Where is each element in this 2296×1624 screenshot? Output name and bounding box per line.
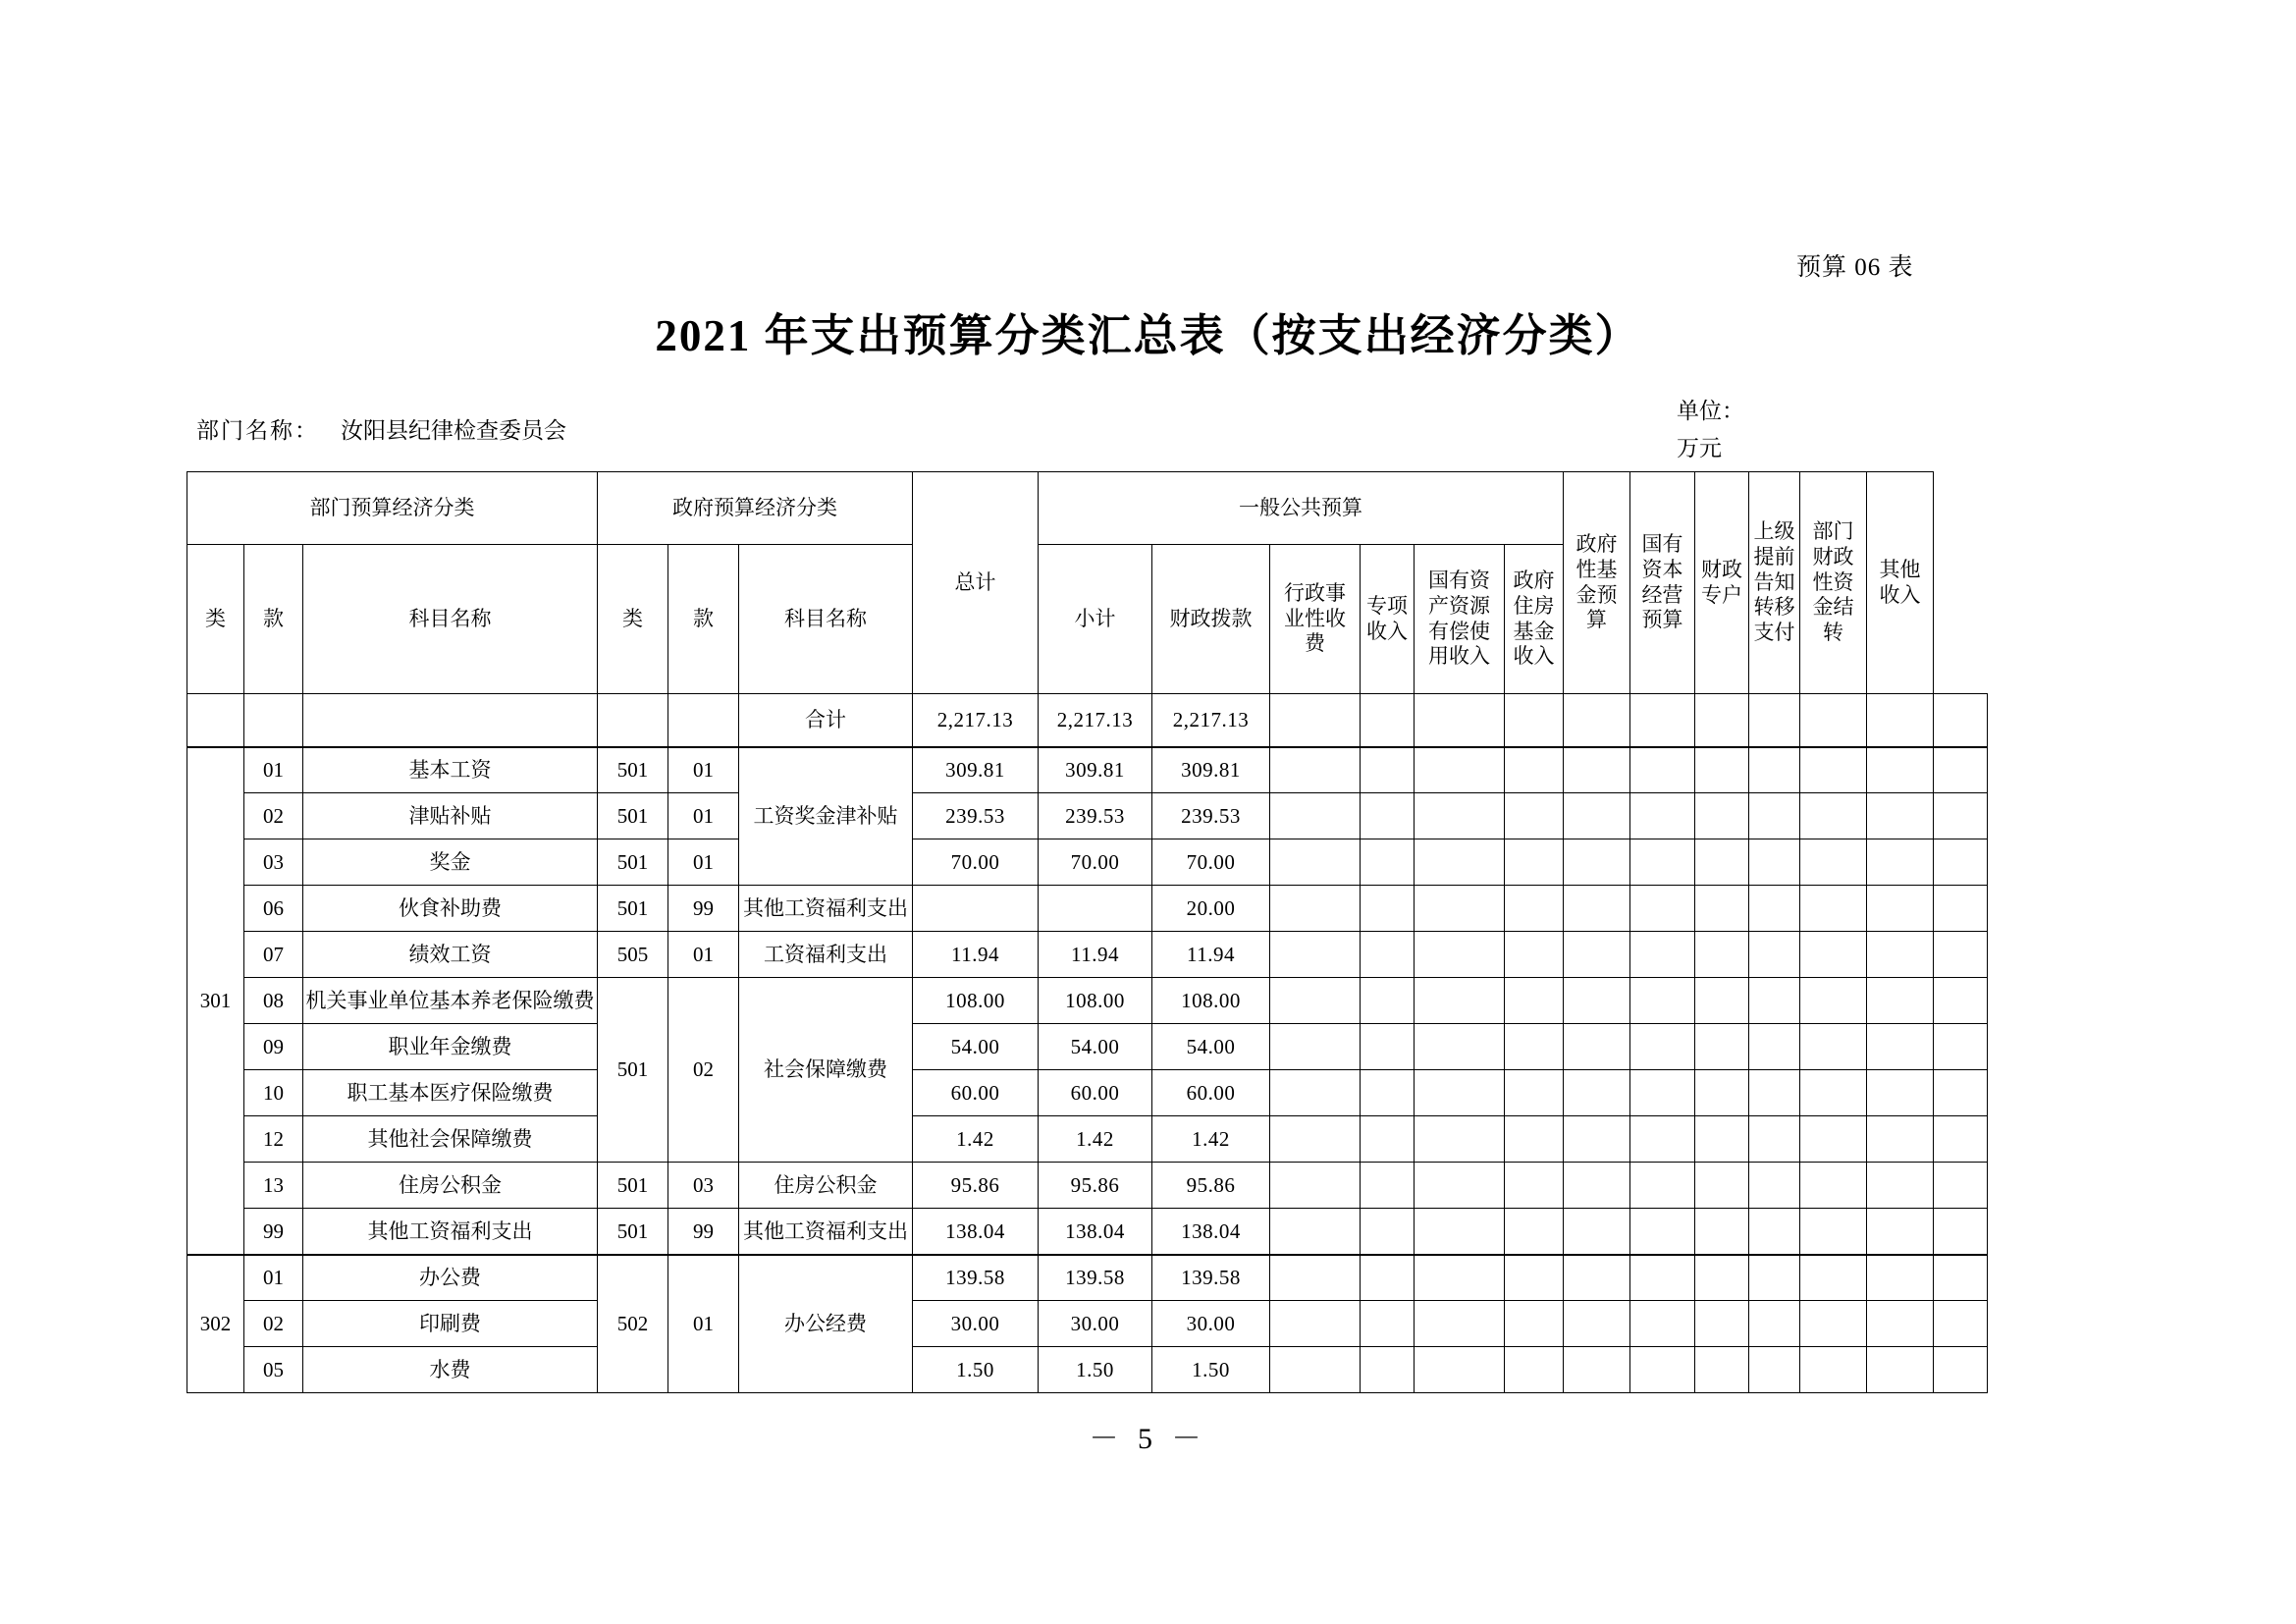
row-subject: 津贴补贴 (303, 793, 598, 839)
row-fiscal: 139.58 (1152, 1255, 1270, 1301)
table-row (187, 1255, 1988, 1301)
header-fiscal-appropriation: 财政拨款 (1152, 545, 1270, 694)
table-row (187, 747, 1988, 793)
row-subtotal (1039, 886, 1152, 932)
row-fiscal: 60.00 (1152, 1070, 1270, 1116)
row-lei: 302 (187, 1255, 244, 1393)
table-row (187, 1347, 1988, 1393)
row-fiscal: 239.53 (1152, 793, 1270, 839)
table-row (187, 932, 1988, 978)
row-fiscal: 54.00 (1152, 1024, 1270, 1070)
row-gov-kuan: 01 (668, 839, 739, 886)
table-row (187, 978, 1988, 1024)
row-subject: 机关事业单位基本养老保险缴费 (303, 978, 598, 1024)
row-subtotal: 95.86 (1039, 1163, 1152, 1209)
header-other-income: 其他收入 (1867, 472, 1934, 694)
row-kuan: 09 (244, 1024, 303, 1070)
row-total: 54.00 (913, 1024, 1039, 1070)
table-row (187, 793, 1988, 839)
row-subject: 水费 (303, 1347, 598, 1393)
department-label: 部门名称： (196, 418, 319, 443)
row-lei: 301 (187, 747, 244, 1255)
unit-value: 万元 (1677, 435, 1722, 460)
row-kuan: 07 (244, 932, 303, 978)
table-row (187, 839, 1988, 886)
row-gov-kuan: 01 (668, 793, 739, 839)
row-gov-subject: 住房公积金 (739, 1163, 913, 1209)
header-admin-fees: 行政事业性收费 (1270, 545, 1361, 694)
row-gov-kuan: 99 (668, 886, 739, 932)
row-subtotal: 138.04 (1039, 1209, 1152, 1255)
header-gov-kuan: 款 (668, 545, 739, 694)
table-row (187, 1163, 1988, 1209)
row-fiscal: 30.00 (1152, 1301, 1270, 1347)
row-gov-lei: 501 (598, 978, 668, 1163)
row-gov-lei: 501 (598, 747, 668, 793)
row-subtotal: 70.00 (1039, 839, 1152, 886)
total-row-gov-kuan (668, 694, 739, 747)
row-gov-lei: 505 (598, 932, 668, 978)
row-gov-subject: 工资奖金津补贴 (739, 747, 913, 886)
header-gov-subject: 科目名称 (739, 545, 913, 694)
row-total: 108.00 (913, 978, 1039, 1024)
row-kuan: 10 (244, 1070, 303, 1116)
row-kuan: 06 (244, 886, 303, 932)
table-row (187, 1070, 1988, 1116)
row-total: 11.94 (913, 932, 1039, 978)
department-value: 汝阳县纪律检查委员会 (341, 418, 566, 443)
row-subject: 奖金 (303, 839, 598, 886)
budget-table (187, 471, 1988, 1393)
row-kuan: 12 (244, 1116, 303, 1163)
row-subtotal: 54.00 (1039, 1024, 1152, 1070)
row-gov-kuan: 03 (668, 1163, 739, 1209)
row-gov-kuan: 02 (668, 978, 739, 1163)
table-row (187, 886, 1988, 932)
header-gov-class: 政府预算经济分类 (598, 472, 913, 545)
header-dept-carryover: 部门财政性资金结转 (1800, 472, 1867, 694)
header-gov-fund-budget: 政府性基金预算 (1564, 472, 1630, 694)
table-row (187, 1024, 1988, 1070)
row-gov-kuan: 01 (668, 932, 739, 978)
row-subtotal: 1.42 (1039, 1116, 1152, 1163)
table-row (187, 1116, 1988, 1163)
row-gov-subject: 其他工资福利支出 (739, 1209, 913, 1255)
header-total: 总计 (913, 472, 1039, 694)
row-subject: 绩效工资 (303, 932, 598, 978)
total-row-gov-lei (598, 694, 668, 747)
row-subtotal: 30.00 (1039, 1301, 1152, 1347)
row-gov-lei: 501 (598, 793, 668, 839)
row-fiscal: 108.00 (1152, 978, 1270, 1024)
unit-block (1677, 393, 1744, 467)
header-public-budget: 一般公共预算 (1039, 472, 1564, 545)
row-gov-lei: 501 (598, 1163, 668, 1209)
row-subtotal: 108.00 (1039, 978, 1152, 1024)
row-kuan: 99 (244, 1209, 303, 1255)
row-subtotal: 1.50 (1039, 1347, 1152, 1393)
row-kuan: 08 (244, 978, 303, 1024)
row-kuan: 05 (244, 1347, 303, 1393)
row-gov-subject: 工资福利支出 (739, 932, 913, 978)
row-fiscal: 11.94 (1152, 932, 1270, 978)
row-kuan: 03 (244, 839, 303, 886)
row-total: 60.00 (913, 1070, 1039, 1116)
total-row-lei (187, 694, 244, 747)
row-gov-lei: 502 (598, 1255, 668, 1393)
row-total: 30.00 (913, 1301, 1039, 1347)
row-total: 70.00 (913, 839, 1039, 886)
row-fiscal: 1.50 (1152, 1347, 1270, 1393)
row-gov-lei: 501 (598, 886, 668, 932)
row-kuan: 02 (244, 1301, 303, 1347)
row-gov-kuan: 01 (668, 747, 739, 793)
page-number: － 5 － (1089, 1423, 1207, 1455)
row-subject: 职业年金缴费 (303, 1024, 598, 1070)
total-row-fiscal: 2,217.13 (1152, 694, 1270, 747)
unit-label: 单位： (1677, 399, 1744, 423)
row-subject: 印刷费 (303, 1301, 598, 1347)
header-dept-lei: 类 (187, 545, 244, 694)
row-fiscal: 95.86 (1152, 1163, 1270, 1209)
row-fiscal: 309.81 (1152, 747, 1270, 793)
row-total: 139.58 (913, 1255, 1039, 1301)
row-subject: 其他社会保障缴费 (303, 1116, 598, 1163)
header-state-asset-paid-use: 国有资产资源有偿使用收入 (1415, 545, 1505, 694)
row-total: 138.04 (913, 1209, 1039, 1255)
page-title: 2021 年支出预算分类汇总表（按支出经济分类） (655, 311, 1641, 360)
row-total: 1.50 (913, 1347, 1039, 1393)
header-dept-kuan: 款 (244, 545, 303, 694)
row-total: 239.53 (913, 793, 1039, 839)
row-subject: 住房公积金 (303, 1163, 598, 1209)
total-row-kuan (244, 694, 303, 747)
header-dept-class: 部门预算经济分类 (187, 472, 598, 545)
row-subtotal: 139.58 (1039, 1255, 1152, 1301)
row-total (913, 886, 1039, 932)
row-gov-kuan: 01 (668, 1255, 739, 1393)
row-kuan: 01 (244, 747, 303, 793)
row-gov-subject: 其他工资福利支出 (739, 886, 913, 932)
table-row (187, 1301, 1988, 1347)
row-subtotal: 60.00 (1039, 1070, 1152, 1116)
row-kuan: 02 (244, 793, 303, 839)
department-line (196, 412, 566, 445)
total-row-label: 合计 (739, 694, 913, 747)
row-fiscal: 138.04 (1152, 1209, 1270, 1255)
row-gov-kuan: 99 (668, 1209, 739, 1255)
row-subject: 办公费 (303, 1255, 598, 1301)
table-row (187, 1209, 1988, 1255)
row-subtotal: 309.81 (1039, 747, 1152, 793)
header-housing-fund-income: 政府住房基金收入 (1505, 545, 1564, 694)
header-special-income: 专项收入 (1361, 545, 1415, 694)
header-dept-subject: 科目名称 (303, 545, 598, 694)
header-advance-transfer: 上级提前告知转移支付 (1749, 472, 1800, 694)
row-fiscal: 20.00 (1152, 886, 1270, 932)
row-subject: 其他工资福利支出 (303, 1209, 598, 1255)
total-row-total: 2,217.13 (913, 694, 1039, 747)
total-row-subtotal: 2,217.13 (1039, 694, 1152, 747)
row-fiscal: 1.42 (1152, 1116, 1270, 1163)
row-subtotal: 239.53 (1039, 793, 1152, 839)
row-gov-lei: 501 (598, 1209, 668, 1255)
row-subject: 伙食补助费 (303, 886, 598, 932)
header-state-capital-budget: 国有资本经营预算 (1630, 472, 1695, 694)
row-total: 95.86 (913, 1163, 1039, 1209)
header-fiscal-account: 财政专户 (1695, 472, 1749, 694)
total-row-subject (303, 694, 598, 747)
header-subtotal: 小计 (1039, 545, 1152, 694)
header-gov-lei: 类 (598, 545, 668, 694)
row-kuan: 13 (244, 1163, 303, 1209)
row-gov-lei: 501 (598, 839, 668, 886)
row-subject: 职工基本医疗保险缴费 (303, 1070, 598, 1116)
row-fiscal: 70.00 (1152, 839, 1270, 886)
row-gov-subject: 社会保障缴费 (739, 978, 913, 1163)
row-total: 1.42 (913, 1116, 1039, 1163)
row-kuan: 01 (244, 1255, 303, 1301)
row-subject: 基本工资 (303, 747, 598, 793)
row-gov-subject: 办公经费 (739, 1255, 913, 1393)
form-number: 预算 06 表 (1796, 254, 1914, 281)
row-subtotal: 11.94 (1039, 932, 1152, 978)
row-total: 309.81 (913, 747, 1039, 793)
